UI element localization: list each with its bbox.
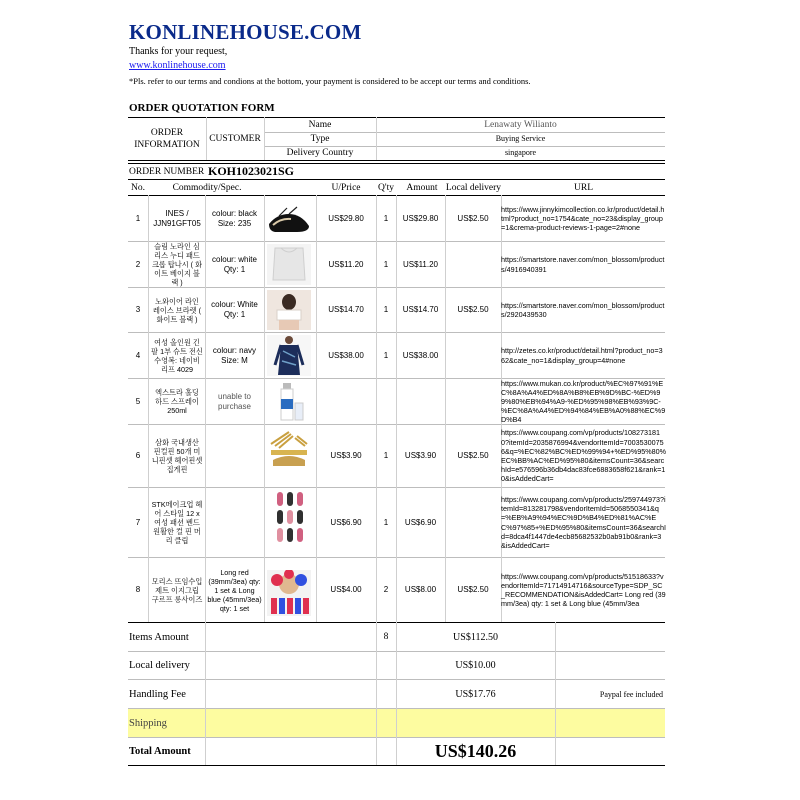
item-local-delivery: US$2.50 — [457, 585, 489, 594]
item-url[interactable]: https://www.coupang.com/vp/products/51518633?vendorItemId=71714914716&sourceType=SDP_SC_RECOMMENDATION&isAddedCart= Long red (39mm/3ea) qty: 1 set & Long blue (45mm/3ea — [501, 571, 666, 609]
item-amount: US$38.00 — [402, 350, 439, 360]
website-link[interactable]: www.konlinehouse.com — [129, 60, 226, 71]
item-qty: 1 — [383, 350, 389, 360]
order-number: KOH1023021SG — [208, 163, 295, 178]
item-no: 1 — [135, 213, 141, 223]
item-qty: 2 — [383, 585, 389, 594]
item-amount: US$8.00 — [404, 585, 437, 594]
item-url[interactable]: https://smartstore.naver.com/mon_blossom/products/4916940391 — [501, 255, 665, 274]
item-url[interactable]: https://www.coupang.com/vp/products/1082731810?itemId=2035876994&vendorItemId=70035300756&q=%EC%82%BC%ED%99%94+%ED%95%80%EC%BB%AC%ED%95%80&itemsCount=36&searchId=e576596b36db4dac83fce6883658f621&rank=10&isAddedCart= — [501, 428, 667, 484]
items-amount-label: Items Amount — [129, 631, 189, 643]
country-value: singapore — [504, 148, 537, 157]
item-name: 엑스트라 홀딩 하드 스프레이 250ml — [155, 388, 199, 415]
country-label: Delivery Country — [286, 148, 354, 158]
hair-pins-image — [267, 428, 311, 470]
type-label: Type — [310, 134, 330, 144]
handling-fee-label: Handling Fee — [129, 688, 186, 700]
item-no: 3 — [135, 305, 141, 314]
items-amount-total: US$112.50 — [453, 631, 498, 643]
shipping-label: Shipping — [129, 717, 167, 729]
black-flat-shoe-image — [267, 202, 311, 236]
item-local-delivery — [445, 488, 501, 557]
item-price: US$4.00 — [330, 585, 362, 594]
order-number-label: ORDER NUMBER — [129, 166, 205, 177]
item-name: INES / JJN91GFT05 — [153, 208, 201, 228]
item-name: 노와이어 라인 레이스 브라렛 ( 화이트 블랙 ) — [152, 296, 202, 324]
paypal-note: Paypal fee included — [599, 689, 663, 699]
item-local-delivery: US$2.50 — [457, 451, 489, 460]
item-name: 삼화 국내생산 핀컬핀 50개 미니핀셋 헤어핀셋 집게핀 — [151, 438, 203, 474]
item-amount: US$29.80 — [402, 213, 439, 223]
item-price: US$38.00 — [328, 350, 364, 360]
item-amount: US$3.90 — [404, 451, 437, 460]
item-qty: 1 — [383, 517, 389, 527]
order-info-label: ORDER INFORMATION — [134, 127, 200, 150]
form-title: ORDER QUOTATION FORM — [129, 102, 275, 114]
white-crop-top-image — [267, 244, 311, 285]
item-spec: colour: black Size: 235 — [212, 208, 257, 228]
item-name: 슬림 노라인 심리스 누디 패드 크롭 탑나시 ( 화이트 베이지 블랙 ) — [151, 242, 203, 287]
item-qty: 1 — [383, 305, 389, 314]
navy-swimsuit-image — [267, 335, 311, 376]
item-spec: colour: white Qty: 1 — [212, 254, 257, 274]
item-local-delivery — [445, 242, 501, 287]
lace-bralette-image — [267, 290, 311, 330]
item-url[interactable]: https://www.mukan.co.kr/product/%EC%97%91%EC%8A%A4%ED%8A%B8%EB%9D%BC-%ED%99%80%EB%94%A9-%ED%95%98%EB%93%9C-%EC%8A%A4%ED%94%84%EB%A0%88%EC%9D%B4 — [501, 378, 666, 425]
item-name: 모리스 뜨임수입 제트 이지그립 구르프 롱사이즈 — [151, 576, 203, 604]
item-no: 6 — [135, 451, 141, 460]
items-qty-total: 8 — [383, 632, 389, 642]
item-spec: colour: navy Size: M — [212, 345, 257, 365]
item-no: 8 — [135, 585, 141, 594]
col-qty: Q'ty — [378, 182, 394, 193]
local-delivery-label: Local delivery — [129, 660, 190, 671]
type-value: Buying Service — [495, 134, 546, 143]
total-amount-label: Total Amount — [129, 746, 191, 757]
col-no: No. — [131, 182, 145, 193]
item-url[interactable]: http://zetes.co.kr/product/detail.html?product_no=362&cate_no=1&display_group=4#none — [501, 346, 663, 365]
local-delivery-total: US$10.00 — [455, 660, 496, 671]
item-price: US$6.90 — [330, 517, 362, 527]
item-url[interactable]: https://www.coupang.com/vp/products/259744973?itemId=813281798&vendorItemId=5068550341&q=%EB%A9%94%EC%9D%B4%ED%81%AC%EC%97%85+%ED%95%80&itemsCount=36&searchId=8dca4f1447de4ecb85682532b0ab91b0&rank=3&isAddedCart= — [501, 494, 667, 550]
item-qty: 1 — [383, 259, 389, 269]
item-url[interactable]: https://www.jinnykimcollection.co.kr/product/detail.html?product_no=1754&cate_no=23&display_group=1&crema-product-reviews-1-page=2#none — [501, 204, 665, 233]
col-commodity: Commodity/Spec. — [172, 182, 242, 193]
item-spec: unable to purchase — [218, 391, 251, 411]
brand-title: KONLINEHOUSE.COM — [129, 20, 362, 44]
item-spec: Long red (39mm/3ea) qty: 1 set & Long blue (45mm/3ea) qty: 1 set — [207, 567, 262, 613]
item-qty: 1 — [383, 213, 389, 223]
item-price: US$3.90 — [330, 451, 362, 460]
hair-rollers-image — [267, 570, 311, 616]
customer-name: Lenawaty Wilianto — [484, 119, 557, 130]
terms-note: *Pls. refer to our terms and condions at the bottom, your payment is considered to be accept our terms and conditions. — [129, 76, 531, 86]
thanks-text: Thanks for your request, — [129, 46, 228, 57]
col-uprice: U/Price — [331, 182, 361, 193]
item-url[interactable]: https://smartstore.naver.com/mon_blossom/products/2920439530 — [501, 300, 665, 319]
handling-fee-total: US$17.76 — [455, 688, 496, 700]
hair-spray-image — [267, 381, 311, 422]
col-local-delivery: Local delivery — [445, 182, 502, 193]
item-spec: colour: White Qty: 1 — [211, 300, 258, 319]
item-amount: US$14.70 — [402, 305, 439, 314]
item-no: 2 — [135, 259, 141, 269]
item-amount: US$11.20 — [403, 259, 438, 269]
item-no: 7 — [135, 517, 141, 527]
item-name: 여성 올인원 긴팔 1부 슈트 전신 수영복: 네이비 리프 4029 — [151, 337, 203, 374]
item-price: US$14.70 — [328, 305, 364, 314]
item-amount: US$6.90 — [404, 517, 437, 527]
total-amount-value: US$140.26 — [434, 741, 517, 761]
item-price: US$11.20 — [328, 259, 364, 269]
hair-clips-image — [267, 490, 311, 545]
col-amount: Amount — [406, 182, 438, 193]
col-url: URL — [574, 182, 593, 193]
item-no: 5 — [135, 396, 141, 406]
item-qty: 1 — [383, 451, 389, 460]
customer-label: CUSTOMER — [209, 133, 261, 144]
item-no: 4 — [135, 350, 141, 360]
item-name: STK메이크업 헤어 스타일 12 x 여성 패션 벤드 원활한 컬 핀 머리 클립 — [151, 500, 203, 545]
name-label: Name — [308, 119, 332, 130]
item-local-delivery: US$2.50 — [457, 213, 489, 223]
item-price: US$29.80 — [328, 213, 364, 223]
item-local-delivery: US$2.50 — [457, 305, 489, 314]
item-local-delivery — [445, 333, 501, 378]
